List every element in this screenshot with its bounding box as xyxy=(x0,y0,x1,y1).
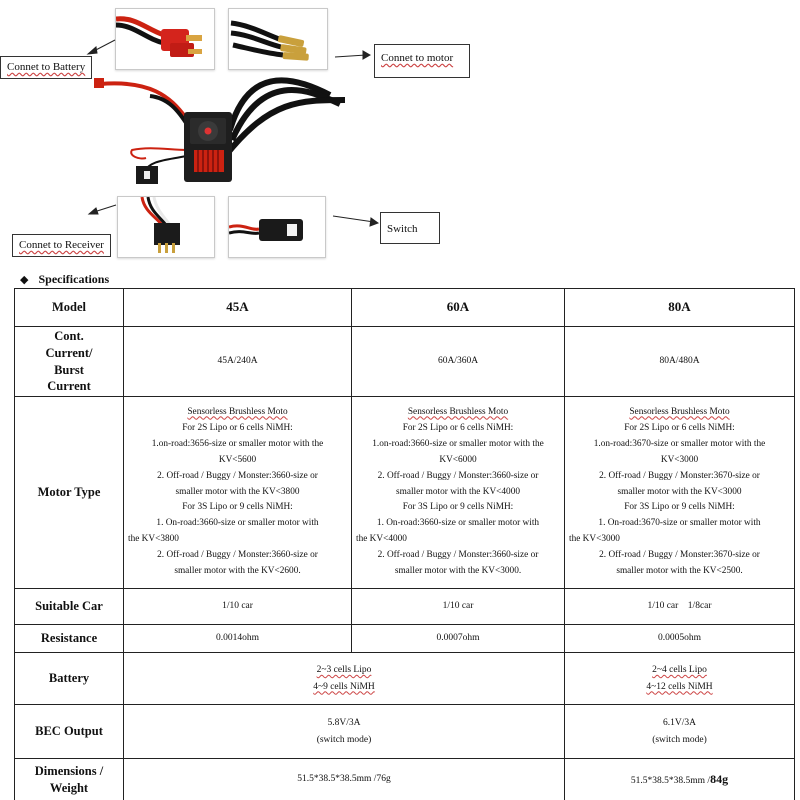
diamond-bullet-icon: ◆ xyxy=(20,274,29,286)
battery-callout: Connet to Battery xyxy=(0,56,92,79)
car-45a: 1/10 car xyxy=(124,589,352,625)
current-60a: 60A/360A xyxy=(352,327,565,397)
row-header-resistance: Resistance xyxy=(15,625,124,653)
motor-type-45a: Sensorless Brushless Moto For 2S Lipo or 6 cells NiMH: 1.on-road:3656-size or smaller motor with the KV<5600 2. Off-road / Buggy / Monster:3660-size or smaller motor with the KV<3800 For 3S Lipo or 9 cells NiMH: 1. On-road:3660-size or smaller motor with the KV<3800 2. Off-road / Buggy / Monster:3660-size or smaller motor with the KV<2600. xyxy=(124,397,352,589)
table-row-motor-type xyxy=(15,397,795,589)
table-row-current xyxy=(15,327,795,397)
row-header-dimensions: Dimensions / Weight xyxy=(15,759,124,800)
specifications-title: Specifications xyxy=(38,272,110,286)
dimensions-80a: 51.5*38.5*38.5mm /84g xyxy=(565,759,795,800)
specifications-heading xyxy=(20,272,109,287)
car-60a: 1/10 car xyxy=(352,589,565,625)
model-80a: 80A xyxy=(565,289,795,327)
row-header-motor-type: Motor Type xyxy=(15,397,124,589)
motor-type-60a: Sensorless Brushless Moto For 2S Lipo or 6 cells NiMH: 1.on-road:3660-size or smaller motor with the KV<6000 2. Off-road / Buggy / Monster:3660-size or smaller motor with the KV<4000 For 3S Lipo or 9 cells NiMH: 1. On-road:3660-size or smaller motor with the KV<4000 2. Off-road / Buggy / Monster:3660-size or smaller motor with the KV<3000. xyxy=(352,397,565,589)
model-60a: 60A xyxy=(352,289,565,327)
switch-callout: Switch xyxy=(380,212,440,244)
resistance-60a: 0.0007ohm xyxy=(352,625,565,653)
row-header-model: Model xyxy=(15,289,124,327)
battery-45a-60a: 2~3 cells Lipo 4~9 cells NiMH xyxy=(124,653,565,705)
battery-80a: 2~4 cells Lipo 4~12 cells NiMH xyxy=(565,653,795,705)
table-row-suitable-car xyxy=(15,589,795,625)
motor-type-80a: Sensorless Brushless Moto For 2S Lipo or 6 cells NiMH: 1.on-road:3670-size or smaller motor with the KV<3000 2. Off-road / Buggy / Monster:3670-size or smaller motor with the KV<3000 For 3S Lipo or 9 cells NiMH: 1. On-road:3670-size or smaller motor with the KV<3000 2. Off-road / Buggy / Monster:3670-size or smaller motor with the KV<2500. xyxy=(565,397,795,589)
row-header-current: Cont. Current/ Burst Current xyxy=(15,327,124,397)
car-80a: 1/10 car 1/8car xyxy=(565,589,795,625)
resistance-80a: 0.0005ohm xyxy=(565,625,795,653)
bec-45a-60a: 5.8V/3A (switch mode) xyxy=(124,705,565,759)
model-45a: 45A xyxy=(124,289,352,327)
dimensions-45a-60a: 51.5*38.5*38.5mm /76g xyxy=(124,759,565,800)
row-header-suitable-car: Suitable Car xyxy=(15,589,124,625)
receiver-callout: Connet to Receiver xyxy=(12,234,111,257)
current-80a: 80A/480A xyxy=(565,327,795,397)
table-row-model xyxy=(15,289,795,327)
table-row-dimensions xyxy=(15,759,795,800)
current-45a: 45A/240A xyxy=(124,327,352,397)
motor-callout: Connet to motor xyxy=(374,44,470,78)
bec-80a: 6.1V/3A (switch mode) xyxy=(565,705,795,759)
table-row-bec-output xyxy=(15,705,795,759)
table-row-resistance xyxy=(15,625,795,653)
row-header-bec-output: BEC Output xyxy=(15,705,124,759)
resistance-45a: 0.0014ohm xyxy=(124,625,352,653)
table-row-battery xyxy=(15,653,795,705)
specifications-table xyxy=(14,288,795,800)
row-header-battery: Battery xyxy=(15,653,124,705)
